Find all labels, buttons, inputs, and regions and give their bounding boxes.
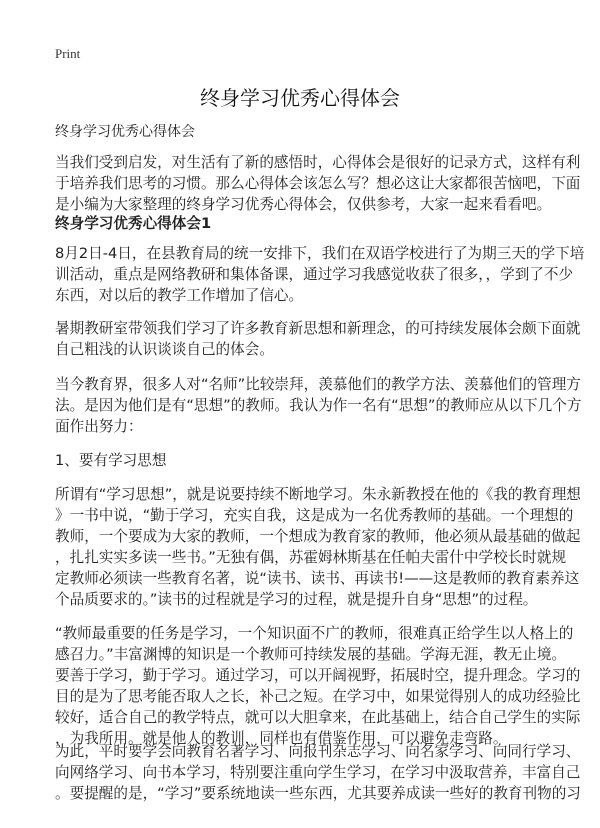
text-line: 是小编为大家整理的终身学习优秀心得体会，仅供参考，大家一起来看看吧。 xyxy=(55,196,552,213)
text-line: 法。是因为他们是有“思想”的教师。我认为作一名有“思想”的教师应从以下几个方 xyxy=(55,397,582,414)
page-title: 终身学习优秀心得体会 xyxy=(200,86,400,110)
text-line: 为此，平时要学会向教育名著学习、向报刊杂志学习、向名家学习、向同行学习、 xyxy=(55,743,581,760)
paragraph xyxy=(55,741,581,804)
text-line: 8月2日-4日，在县教育局的统一安排下，我们在双语学校进行了为期三天的学下培 xyxy=(55,245,585,262)
text-line: 目的是为了思考能否取人之长，补己之短。在学习中，如果觉得别人的成功经验比 xyxy=(55,688,581,705)
document-subtitle: 终身学习优秀心得体会 xyxy=(55,124,195,140)
paragraph xyxy=(55,374,581,437)
text-line: 感召力。”丰富渊博的知识是一个教师可持续发展的基础。学海无涯，教无止境。 xyxy=(55,646,567,663)
text-line: 定教师必须读一些教育名著，说“读书、读书、再读书!——这是教师的教育素养这 xyxy=(55,570,580,587)
text-line: 当今教育界，很多人对“名师”比较崇拜，羡慕他们的教学方法、羡慕他们的管理方 xyxy=(55,376,581,393)
print-link[interactable]: Print xyxy=(55,46,81,61)
text-line: 。要提醒的是，“学习”要系统地读一些东西，尤其要养成读一些好的教育刊物的习 xyxy=(55,785,581,802)
text-line: 教师，一个要成为大家的教师，一个想成为教育家的教师，他必须从最基础的做起 xyxy=(55,528,581,545)
text-line: 所谓有“学习思想”，就是说要持续不断地学习。朱永新教授在他的《我的教育理想 xyxy=(55,486,581,503)
text-line: 于培养我们思考的习惯。那么心得体会该怎么写？想必这让大家都很苦恼吧，下面 xyxy=(55,175,581,192)
text-line: 东西，对以后的教学工作增加了信心。 xyxy=(55,287,304,304)
text-line: 暑期教研室带领我们学习了许多教育新思想和新理念，的可持续发展体会颇下面就 xyxy=(55,320,581,337)
text-line: 当我们受到启发，对生活有了新的感悟时，心得体会是很好的记录方式，这样有利 xyxy=(55,154,581,171)
section-heading: 终身学习优秀心得体会1 xyxy=(55,215,212,232)
text-line: 》一书中说，“勤于学习，充实自我，这是成为一名优秀教师的基础。一个理想的 xyxy=(55,507,574,524)
paragraph xyxy=(55,484,581,610)
paragraph xyxy=(55,318,580,360)
paragraph xyxy=(55,623,580,749)
text-line: 自己粗浅的认识谈谈自己的体会。 xyxy=(55,341,274,358)
text-line: ，扎扎实实多读一些书。”无独有偶，苏霍姆林斯基在任帕夫雷什中学校长时就规 xyxy=(55,549,567,566)
paragraph xyxy=(55,243,584,306)
list-heading xyxy=(55,450,166,471)
text-line: 向网络学习、向书本学习，特别要注重向学生学习，在学习中汲取营养，丰富自己 xyxy=(55,764,581,781)
text-line: 1、要有学习思想 xyxy=(55,452,167,469)
text-line: 要善于学习，勤于学习。通过学习，可以开阔视野，拓展时空，提升理念。学习的 xyxy=(55,667,581,684)
text-line: 训活动，重点是网络教研和集体备课，通过学习我感觉收获了很多，，学到了不少 xyxy=(55,266,574,283)
text-line: “教师最重要的任务是学习，一个知识面不广的教师，很难真正给学生以人格上的 xyxy=(55,625,574,642)
text-line: 较好，适合自己的教学特点，就可以大胆拿来，在此基础上，结合自己学生的实际 xyxy=(55,709,581,726)
text-line: 个品质要求的。”读书的过程就是学习的过程，就是提升自身“思想”的过程。 xyxy=(55,591,538,608)
text-line: ，为我所用。就是他人的教训，同样也有借鉴作用，可以避免走弯路。 xyxy=(55,730,508,747)
text-line: 面作出努力： xyxy=(55,418,143,435)
intro-paragraph xyxy=(55,152,580,215)
